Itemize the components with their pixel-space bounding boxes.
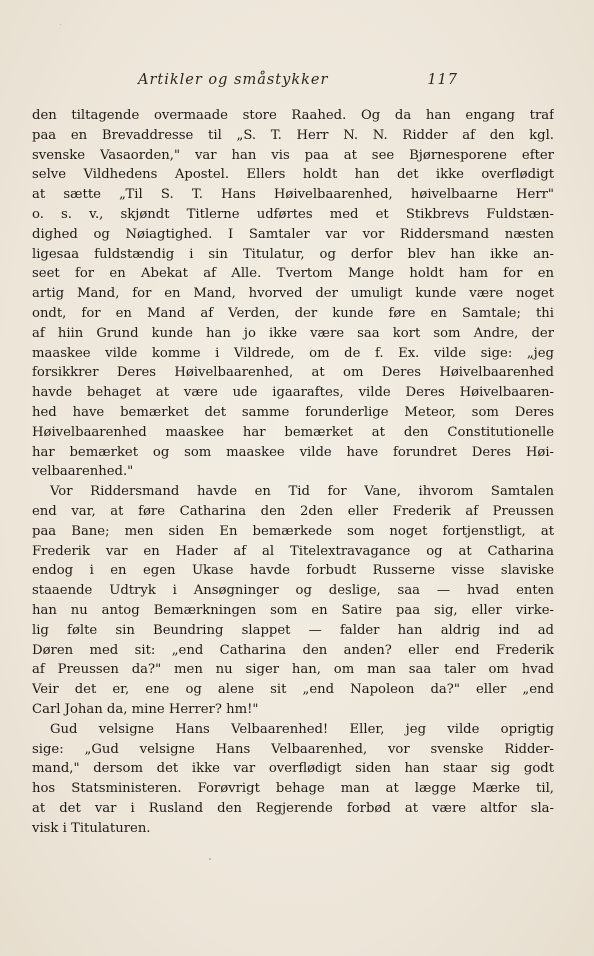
text-line: hos Statsministeren. Forøvrigt behage man at lægge Mærke til, [32,781,554,797]
text-line: at sætte „Til S. T. Hans Høivelbaarenhed, høivelbaarne Herr" [32,187,554,203]
text-line: staaende Udtryk i Ansøgninger og deslige, saa — hvad enten [32,583,554,599]
text-line: artig Mand, for en Mand, hvorved der umuligt kunde være noget [32,286,554,302]
text-line: Gud velsigne Hans Velbaarenhed! Eller, jeg vilde oprigtig [50,721,554,737]
text-line: af hiin Grund kunde han jo ikke være saa kort som Andre, der [32,325,554,341]
text-line: havde behaget at være ude igaaraftes, vilde Deres Høivelbaaren- [32,385,554,401]
text-line: Døren med sit: „end Catharina den anden? eller end Frederik [32,642,554,658]
text-line: Vor Riddersmand havde en Tid for Vane, ihvorom Samtalen [50,484,554,500]
text-line: den tiltagende overmaade store Raahed. Og da han engang traf [32,108,554,123]
text-line: hed have bemærket det samme forunderlige Meteor, som Deres [32,404,554,420]
text-line: endog i en egen Ukase havde forbudt Russerne visse slaviske [32,563,554,579]
text-line: paa en Brevaddresse til „S. T. Herr N. N. Ridder af den kgl. [32,127,554,143]
running-title: Artikler og småstykker [138,72,329,88]
text-line: o. s. v., skjøndt Titlerne udførtes med et Stikbrevs Fuldstæn- [32,206,554,222]
text-line: Høivelbaarenhed maaskee har bemærket at den Constitutionelle [32,424,554,440]
text-line: af Preussen da?" men nu siger han, om man saa taler om hvad [32,662,554,678]
text-line: lig følte sin Beundring slappet — falder han aldrig ind ad [32,622,554,638]
text-line: forsikkrer Deres Høivelbaarenhed, at om Deres Høivelbaarenhed [32,365,554,381]
text-line: end var, at føre Catharina den 2den eller Frederik af Preussen [32,503,554,519]
text-line: har bemærket og som maaskee vilde have forundret Deres Høi- [32,444,554,460]
text-line: sige: „Gud velsigne Hans Velbaarenhed, vor svenske Ridder- [32,741,554,757]
text-line: svenske Vasaorden," var han vis paa at see Bjørnesporene efter [32,147,554,163]
text-line: seet for en Abekat af Alle. Tvertom Mange holdt ham for en [32,266,554,282]
text-line: ligesaa fuldstændig i sin Titulatur, og derfor blev han ikke an- [32,246,554,262]
text-line: Carl Johan da, mine Herrer? hm!" [32,701,259,717]
text-line: velbaarenhed." [32,464,134,480]
text-line: Veir det er, ene og alene sit „end Napoleon da?" eller „end [32,682,554,698]
page-number: 117 [427,72,458,88]
text-line: mand," dersom det ikke var overflødigt siden han staar sig godt [32,761,554,777]
text-line: han nu antog Bemærkningen som en Satire paa sig, eller virke- [32,602,554,618]
paper-speck [209,858,211,860]
body-text [32,106,554,838]
text-line: selve Vildhedens Apostel. Ellers holdt han det ikke overflødigt [32,167,554,183]
paper-speck [60,24,61,25]
text-line: visk i Titulaturen. [32,820,151,836]
text-line: dighed og Nøiagtighed. I Samtaler var vor Riddersmand næsten [32,226,554,242]
text-line: maaskee vilde komme i Vildrede, om de f. Ex. vilde sige: „jeg [32,345,554,361]
text-line: paa Bane; men siden En bemærkede som noget fortjenstligt, at [32,523,554,539]
text-line: at det var i Rusland den Regjerende forbød at være altfor sla- [32,800,554,816]
text-line: ondt, for en Mand af Verden, der kunde føre en Samtale; thi [32,305,554,321]
text-line: Frederik var en Hader af al Titelextravagance og at Catharina [32,543,554,559]
